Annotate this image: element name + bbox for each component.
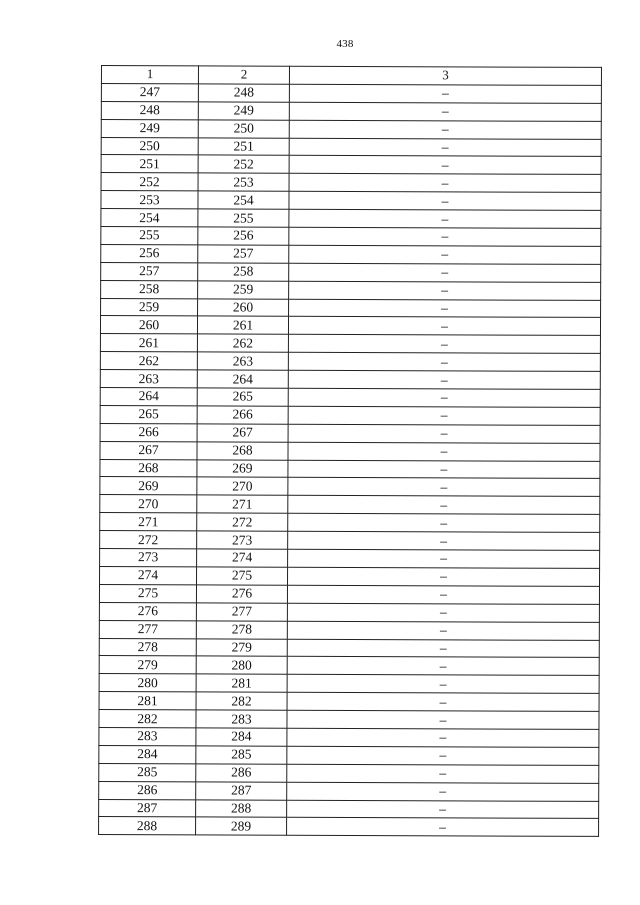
table-row	[99, 817, 599, 837]
table-cell-col-2: 264	[197, 370, 288, 388]
table-body	[99, 83, 602, 836]
table-row	[99, 763, 599, 783]
table-cell-col-1: 270	[100, 495, 197, 513]
table-cell-col-3: –	[287, 746, 599, 765]
table-cell-col-1: 283	[99, 727, 196, 745]
table-cell-col-2: 252	[198, 155, 289, 173]
table-cell-col-1: 285	[99, 763, 196, 781]
table-row	[100, 405, 600, 425]
table-cell-col-2: 271	[197, 495, 288, 513]
table-row	[101, 262, 601, 282]
table-cell-col-2: 289	[196, 817, 287, 835]
table-row	[100, 531, 600, 551]
table-cell-col-3: –	[288, 567, 600, 586]
table-row	[100, 352, 600, 372]
table-cell-col-3: –	[288, 460, 600, 479]
table-cell-col-3: –	[288, 531, 600, 550]
header-row	[101, 66, 601, 86]
table-row	[101, 173, 601, 193]
table-cell-col-1: 281	[99, 692, 196, 710]
table-cell-col-2: 255	[198, 209, 289, 227]
table-row	[100, 334, 600, 354]
table-row	[101, 280, 601, 300]
table-cell-col-3: –	[288, 478, 600, 497]
table-cell-col-3: –	[288, 442, 600, 461]
table-cell-col-2: 261	[197, 316, 288, 334]
table-cell-col-2: 287	[196, 781, 287, 799]
table-cell-col-2: 277	[196, 603, 287, 621]
table-cell-col-1: 253	[101, 191, 198, 209]
table-row	[99, 692, 599, 712]
table-row	[99, 710, 599, 730]
table-cell-col-1: 255	[101, 227, 198, 245]
table-cell-col-2: 284	[196, 728, 287, 746]
table-cell-col-3: –	[287, 692, 599, 711]
table-cell-col-3: –	[289, 156, 601, 175]
table-cell-col-1: 274	[100, 566, 197, 584]
column-header-1: 1	[101, 66, 198, 84]
table-cell-col-1: 271	[100, 513, 197, 531]
table-row	[100, 459, 600, 479]
table-cell-col-3: –	[287, 585, 599, 604]
table-cell-col-2: 282	[196, 692, 287, 710]
table-cell-col-3: –	[288, 352, 600, 371]
table-cell-col-1: 279	[99, 656, 196, 674]
table-cell-col-2: 249	[198, 102, 289, 120]
table-cell-col-1: 282	[99, 710, 196, 728]
table-cell-col-3: –	[287, 764, 599, 783]
data-table	[98, 65, 602, 837]
table-cell-col-2: 251	[198, 137, 289, 155]
table-cell-col-3: –	[288, 317, 600, 336]
table-cell-col-3: –	[289, 174, 601, 193]
table-cell-col-1: 268	[100, 459, 197, 477]
table-row	[101, 101, 601, 121]
table-cell-col-2: 286	[196, 764, 287, 782]
table-cell-col-3: –	[289, 263, 601, 282]
table-row	[101, 83, 601, 103]
table-cell-col-1: 277	[99, 620, 196, 638]
table-cell-col-2: 279	[196, 638, 287, 656]
table-cell-col-1: 287	[99, 799, 196, 817]
table-cell-col-2: 263	[197, 352, 288, 370]
table-cell-col-2: 250	[198, 120, 289, 138]
table-cell-col-1: 258	[101, 280, 198, 298]
table-row	[99, 638, 599, 658]
table-cell-col-1: 263	[100, 370, 197, 388]
table-cell-col-1: 273	[100, 549, 197, 567]
table-cell-col-2: 278	[196, 620, 287, 638]
table-cell-col-3: –	[288, 370, 600, 389]
table-cell-col-3: –	[289, 227, 601, 246]
table-cell-col-3: –	[287, 603, 599, 622]
table-cell-col-2: 288	[196, 799, 287, 817]
table-row	[101, 191, 601, 211]
table-row	[100, 549, 600, 569]
table-row	[101, 137, 601, 157]
table-cell-col-1: 250	[101, 137, 198, 155]
table-cell-col-3: –	[287, 818, 599, 837]
table-row	[101, 298, 601, 318]
table-cell-col-3: –	[288, 424, 600, 443]
table-cell-col-3: –	[289, 245, 601, 264]
table-cell-col-1: 288	[99, 817, 196, 835]
table-cell-col-3: –	[287, 728, 599, 747]
table-cell-col-2: 270	[197, 477, 288, 495]
table-row	[99, 727, 599, 747]
table-cell-col-2: 280	[196, 656, 287, 674]
table-cell-col-3: –	[287, 782, 599, 801]
table-cell-col-2: 275	[197, 567, 288, 585]
table-cell-col-1: 257	[101, 262, 198, 280]
table-cell-col-1: 248	[101, 101, 198, 119]
table-cell-col-3: –	[287, 621, 599, 640]
table-cell-col-1: 249	[101, 119, 198, 137]
table-row	[100, 370, 600, 390]
table-cell-col-1: 269	[100, 477, 197, 495]
table-cell-col-2: 274	[197, 549, 288, 567]
table-cell-col-3: –	[289, 102, 601, 121]
table-cell-col-3: –	[288, 549, 600, 568]
table-cell-col-2: 257	[198, 245, 289, 263]
table-cell-col-1: 264	[100, 388, 197, 406]
table-cell-col-2: 272	[197, 513, 288, 531]
table-cell-col-2: 259	[198, 281, 289, 299]
table-row	[99, 781, 599, 801]
table-cell-col-1: 276	[99, 602, 196, 620]
table-cell-col-2: 262	[197, 334, 288, 352]
table-cell-col-2: 283	[196, 710, 287, 728]
column-header-3: 3	[289, 66, 601, 85]
table-cell-col-1: 280	[99, 674, 196, 692]
table-cell-col-1: 275	[99, 584, 196, 602]
table-cell-col-1: 256	[101, 244, 198, 262]
table-cell-col-1: 251	[101, 155, 198, 173]
table-row	[100, 388, 600, 408]
table-cell-col-3: –	[287, 675, 599, 694]
column-header-2: 2	[198, 66, 289, 84]
table-cell-col-1: 259	[101, 298, 198, 316]
table-cell-col-3: –	[288, 406, 600, 425]
table-row	[100, 423, 600, 443]
table-row	[101, 227, 601, 247]
table-cell-col-2: 269	[197, 459, 288, 477]
table-row	[100, 477, 600, 497]
table-cell-col-2: 266	[197, 406, 288, 424]
table-header	[101, 66, 601, 86]
table-row	[99, 799, 599, 819]
table-row	[99, 620, 599, 640]
table-cell-col-3: –	[288, 496, 600, 515]
table-cell-col-1: 266	[100, 423, 197, 441]
table-cell-col-1: 284	[99, 745, 196, 763]
table-row	[100, 495, 600, 515]
table-cell-col-1: 262	[100, 352, 197, 370]
table-cell-col-3: –	[289, 209, 601, 228]
table-row	[99, 602, 599, 622]
table-cell-col-2: 253	[198, 173, 289, 191]
table-cell-col-1: 247	[101, 83, 198, 101]
table-cell-col-1: 260	[100, 316, 197, 334]
table-row	[101, 244, 601, 264]
table-cell-col-2: 267	[197, 424, 288, 442]
table-cell-col-2: 268	[197, 442, 288, 460]
table-cell-col-3: –	[288, 388, 600, 407]
table-row	[101, 119, 601, 139]
page-number: 438	[336, 38, 354, 50]
table-cell-col-1: 286	[99, 781, 196, 799]
table-row	[100, 513, 600, 533]
table-cell-col-3: –	[287, 639, 599, 658]
table-cell-col-2: 276	[196, 585, 287, 603]
table-cell-col-2: 281	[196, 674, 287, 692]
table-cell-col-1: 272	[100, 531, 197, 549]
table-cell-col-1: 252	[101, 173, 198, 191]
table-row	[99, 584, 599, 604]
table-cell-col-3: –	[288, 513, 600, 532]
table-cell-col-3: –	[289, 191, 601, 210]
table-cell-col-3: –	[289, 299, 601, 318]
table-cell-col-3: –	[289, 120, 601, 139]
table-row	[100, 316, 600, 336]
table-row	[99, 745, 599, 765]
table-cell-col-2: 260	[198, 298, 289, 316]
table-cell-col-2: 265	[197, 388, 288, 406]
table-row	[101, 209, 601, 229]
table-row	[99, 674, 599, 694]
table-cell-col-2: 258	[198, 263, 289, 281]
table-cell-col-1: 254	[101, 209, 198, 227]
table-row	[100, 566, 600, 586]
table-cell-col-2: 273	[197, 531, 288, 549]
table-cell-col-2: 254	[198, 191, 289, 209]
table-cell-col-3: –	[289, 281, 601, 300]
table-cell-col-1: 261	[100, 334, 197, 352]
table-cell-col-3: –	[287, 657, 599, 676]
table-row	[100, 441, 600, 461]
table-row	[101, 155, 601, 175]
table-cell-col-3: –	[287, 800, 599, 819]
table-cell-col-3: –	[287, 710, 599, 729]
table-row	[99, 656, 599, 676]
table-cell-col-2: 285	[196, 746, 287, 764]
table-cell-col-1: 267	[100, 441, 197, 459]
table-cell-col-3: –	[289, 138, 601, 157]
table-cell-col-3: –	[289, 84, 601, 103]
table-cell-col-3: –	[288, 335, 600, 354]
table-cell-col-2: 248	[198, 84, 289, 102]
table-cell-col-1: 265	[100, 405, 197, 423]
table-cell-col-2: 256	[198, 227, 289, 245]
table-cell-col-1: 278	[99, 638, 196, 656]
